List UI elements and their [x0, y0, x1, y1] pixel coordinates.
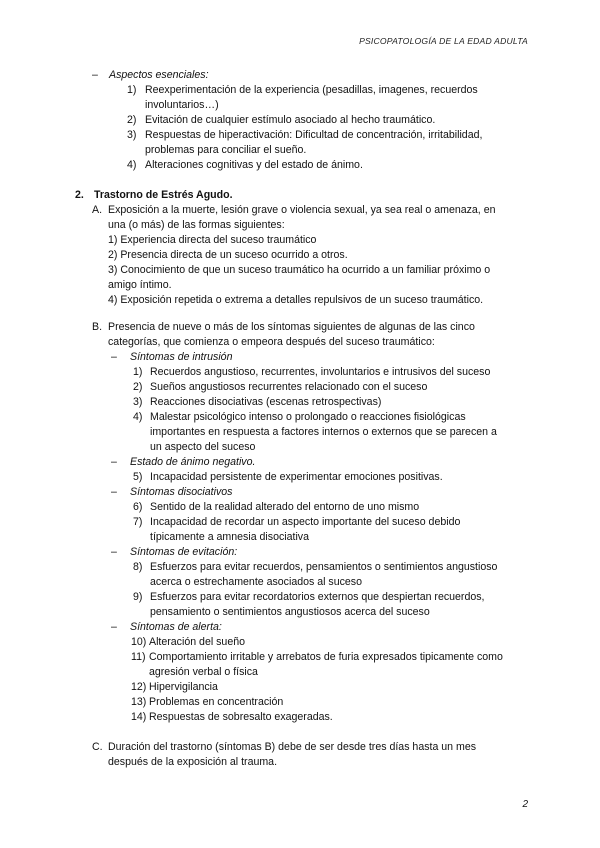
item-number: 7)	[133, 516, 143, 528]
paragraph-text: después de la exposición al trauma.	[108, 756, 278, 768]
item-number: 3)	[133, 396, 143, 408]
section-2-heading	[0, 188, 600, 203]
item-text: Alteraciones cognitivas y del estado de ánimo.	[145, 159, 363, 171]
section-number: 2.	[75, 189, 84, 201]
symptom-item	[0, 470, 600, 485]
symptom-group-heading	[0, 620, 600, 635]
criterion-b-groups	[0, 350, 600, 725]
criterion-a	[0, 203, 600, 308]
symptom-item	[0, 680, 600, 695]
page-header: PSICOPATOLOGÍA DE LA EDAD ADULTA	[359, 36, 528, 46]
symptom-group-title: Síntomas de intrusión	[130, 351, 233, 363]
symptom-group-heading	[0, 545, 600, 560]
list-item	[0, 128, 600, 143]
item-text: Respuestas de sobresalto exageradas.	[149, 711, 333, 723]
item-text: Evitación de cualquier estímulo asociado al hecho traumático.	[145, 114, 436, 126]
item-number: 9)	[133, 591, 143, 603]
symptom-group-heading	[0, 455, 600, 470]
page-number: 2	[522, 799, 528, 810]
symptom-item	[0, 515, 600, 530]
paragraph-text: 1) Experiencia directa del suceso traumático	[108, 234, 317, 246]
item-text: típicamente a amnesia disociativa	[150, 531, 309, 543]
item-number: 3)	[127, 129, 137, 141]
item-number: 6)	[133, 501, 143, 513]
symptom-group-heading	[0, 350, 600, 365]
item-number: 2)	[133, 381, 143, 393]
item-text: Alteración del sueño	[149, 636, 245, 648]
dash-bullet: –	[111, 486, 117, 498]
item-text: Sueños angustiosos recurrentes relacionado con el suceso	[150, 381, 428, 393]
item-number: 1)	[127, 84, 137, 96]
paragraph-line	[0, 740, 600, 755]
item-text: acerca o estrechamente asociados al suceso	[150, 576, 362, 588]
section-title: Trastorno de Estrés Agudo.	[94, 189, 233, 201]
item-text: un aspecto del suceso	[150, 441, 256, 453]
symptom-item	[0, 665, 600, 680]
symptom-item	[0, 605, 600, 620]
item-text: Reacciones disociativas (escenas retrospectivas)	[150, 396, 382, 408]
paragraph-text: 2) Presencia directa de un suceso ocurrido a otros.	[108, 249, 348, 261]
item-text: agresión verbal o física	[149, 666, 258, 678]
criterion-letter: B.	[92, 321, 103, 333]
criterion-b	[0, 320, 600, 350]
list-item	[0, 158, 600, 173]
symptom-item	[0, 530, 600, 545]
symptom-item	[0, 635, 600, 650]
item-text: Esfuerzos para evitar recuerdos, pensamientos o sentimientos angustioso	[150, 561, 498, 573]
paragraph-text: Duración del trastorno (síntomas B) debe de ser desde tres días hasta un mes	[108, 741, 477, 753]
symptom-group-heading	[0, 485, 600, 500]
list-item	[0, 98, 600, 113]
symptom-item	[0, 560, 600, 575]
symptom-group-title: Síntomas de alerta:	[130, 621, 222, 633]
paragraph-text: una (o más) de las formas siguientes:	[108, 219, 285, 231]
symptom-item	[0, 410, 600, 425]
paragraph-line	[0, 293, 600, 308]
item-text: problemas para conciliar el sueño.	[145, 144, 307, 156]
symptom-group-title: Síntomas de evitación:	[130, 546, 238, 558]
symptom-item	[0, 650, 600, 665]
item-text: Hipervigilancia	[149, 681, 218, 693]
item-text: Incapacidad persistente de experimentar emociones positivas.	[150, 471, 443, 483]
paragraph-line	[0, 233, 600, 248]
item-text: Malestar psicológico intenso o prolongado o reacciones fisiológicas	[150, 411, 466, 423]
symptom-item	[0, 575, 600, 590]
item-number: 4)	[133, 411, 143, 423]
item-text: Problemas en concentración	[149, 696, 284, 708]
criterion-letter: A.	[92, 204, 103, 216]
symptom-item	[0, 710, 600, 725]
paragraph-text: 4) Exposición repetida o extrema a detalles repulsivos de un suceso traumático.	[108, 294, 484, 306]
item-number: 11)	[131, 651, 146, 663]
paragraph-line	[0, 278, 600, 293]
item-text: pensamiento o sentimientos angustiosos acerca del suceso	[150, 606, 430, 618]
item-number: 13)	[131, 696, 147, 708]
paragraph-text: 3) Conocimiento de que un suceso traumático ha ocurrido a un familiar próximo o	[108, 264, 491, 276]
symptom-group-title: Estado de ánimo negativo.	[130, 456, 256, 468]
item-text: Comportamiento irritable y arrebatos de furia expresados tipicamente como	[149, 651, 503, 663]
symptom-item	[0, 395, 600, 410]
paragraph-text: amigo íntimo.	[108, 279, 172, 291]
item-number: 10)	[131, 636, 147, 648]
dash-bullet: –	[111, 351, 117, 363]
paragraph-line	[0, 263, 600, 278]
list-item	[0, 113, 600, 128]
symptom-item	[0, 695, 600, 710]
paragraph-line	[0, 248, 600, 263]
item-number: 4)	[127, 159, 137, 171]
list-item	[0, 83, 600, 98]
paragraph-text: Presencia de nueve o más de los síntomas siguientes de algunas de las cinco	[108, 321, 475, 333]
paragraph-line	[0, 335, 600, 350]
symptom-item	[0, 425, 600, 440]
paragraph-text: categorías, que comienza o empeora después del suceso traumático:	[108, 336, 435, 348]
aspectos-heading	[0, 68, 600, 83]
item-text: Incapacidad de recordar un aspecto importante del suceso debido	[150, 516, 461, 528]
dash-bullet: –	[111, 546, 117, 558]
paragraph-line	[0, 320, 600, 335]
item-text: Recuerdos angustioso, recurrentes, involuntarios e intrusivos del suceso	[150, 366, 491, 378]
paragraph-line	[0, 203, 600, 218]
item-number: 5)	[133, 471, 143, 483]
document-body	[0, 68, 600, 770]
dash-bullet: –	[92, 69, 98, 81]
item-text: involuntarios…)	[145, 99, 219, 111]
dash-bullet: –	[111, 621, 117, 633]
paragraph-text: Exposición a la muerte, lesión grave o violencia sexual, ya sea real o amenaza, en	[108, 204, 496, 216]
item-number: 1)	[133, 366, 143, 378]
criterion-letter: C.	[92, 741, 103, 753]
item-number: 14)	[131, 711, 147, 723]
list-item	[0, 143, 600, 158]
item-number: 12)	[131, 681, 147, 693]
item-text: Reexperimentación de la experiencia (pesadillas, imagenes, recuerdos	[145, 84, 478, 96]
item-number: 8)	[133, 561, 143, 573]
item-text: Esfuerzos para evitar recordatorios externos que despiertan recuerdos,	[150, 591, 485, 603]
symptom-item	[0, 590, 600, 605]
symptom-item	[0, 500, 600, 515]
paragraph-line	[0, 218, 600, 233]
aspectos-list	[0, 83, 600, 173]
symptom-item	[0, 380, 600, 395]
item-text: Respuestas de hiperactivación: Dificultad de concentración, irritabilidad,	[145, 129, 483, 141]
item-number: 2)	[127, 114, 137, 126]
symptom-item	[0, 440, 600, 455]
aspectos-title: Aspectos esenciales:	[109, 69, 209, 81]
dash-bullet: –	[111, 456, 117, 468]
symptom-group-title: Síntomas disociativos	[130, 486, 233, 498]
item-text: Sentido de la realidad alterado del entorno de uno mismo	[150, 501, 420, 513]
criterion-c	[0, 740, 600, 770]
paragraph-line	[0, 755, 600, 770]
item-text: importantes en respuesta a factores internos o externos que se parecen a	[150, 426, 497, 438]
symptom-item	[0, 365, 600, 380]
